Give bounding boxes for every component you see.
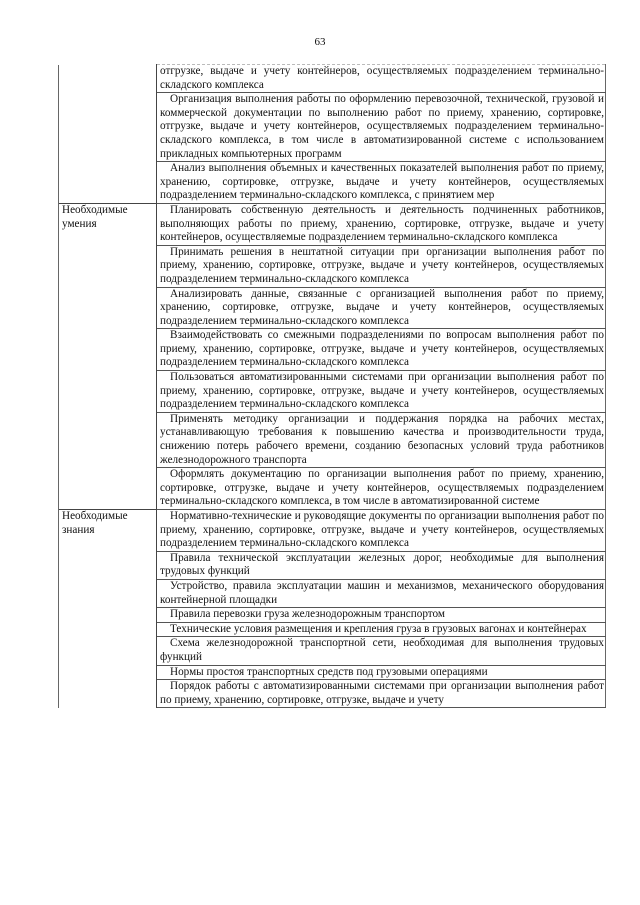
table-row bbox=[59, 65, 606, 93]
section-label: Необходимые знания bbox=[59, 510, 157, 708]
section-item: Устройство, правила эксплуатации машин и механизмов, механического оборудования контейнерной площадки bbox=[157, 579, 606, 607]
section-item: Анализировать данные, связанные с организацией выполнения работ по приему, хранению, сортировке, отгрузке, выдаче и учету контейнеров, осуществляемых подразделением терминально-складского комплекса bbox=[157, 287, 606, 329]
section-item: отгрузке, выдаче и учету контейнеров, осуществляемых подразделением терминально-складского комплекса bbox=[157, 65, 606, 93]
section-item: Планировать собственную деятельность и деятельность подчиненных работников, выполняющих работы по приему, хранению, сортировке, отгрузке, выдаче и учету контейнеров, осуществляемые подразделением терминально-складского комплекса bbox=[157, 203, 606, 245]
section-item: Оформлять документацию по организации выполнения работ по приему, хранению, сортировке, отгрузке, выдаче и учету контейнеров, осуществляемых подразделением терминально-складского комплекса, в том числе в автоматизированной системе bbox=[157, 468, 606, 510]
section-item: Технические условия размещения и крепления груза в грузовых вагонах и контейнерах bbox=[157, 622, 606, 637]
section-item: Организация выполнения работы по оформлению перевозочной, технической, грузовой и коммерческой документации по выполнению работ по приему, хранению, сортировке, отгрузке, выдаче и учету контейнеров, осуществляемых подразделением терминально-складского комплекса, в том числе в автоматизированной системе с использованием прикладных компьютерных программ bbox=[157, 93, 606, 162]
section-item: Порядок работы с автоматизированными системами при организации выполнения работ по приему, хранению, сортировке, отгрузке, выдаче и учету bbox=[157, 680, 606, 708]
section-item: Принимать решения в нештатной ситуации при организации выполнения работ по приему, хранению, сортировке, отгрузке, выдаче и учету контейнеров, осуществляемых подразделением терминально-складского комплекса bbox=[157, 245, 606, 287]
section-item: Пользоваться автоматизированными системами при организации выполнения работ по приему, хранению, сортировке, отгрузке, выдаче и учету контейнеров, осуществляемых подразделением терминально-складского комплекса bbox=[157, 371, 606, 413]
section-item: Схема железнодорожной транспортной сети, необходимая для выполнения трудовых функций bbox=[157, 637, 606, 665]
page-number: 63 bbox=[314, 36, 326, 48]
section-item: Правила перевозки груза железнодорожным транспортом bbox=[157, 608, 606, 623]
section-item: Нормативно-технические и руководящие документы по организации выполнения работ по приему, хранению, сортировке, отгрузке, выдаче и учету контейнеров, осуществляемых подразделением терминально-складского комплекса bbox=[157, 510, 606, 552]
section-item: Анализ выполнения объемных и качественных показателей выполнения работ по приему, хранению, сортировке, отгрузке, выдаче и учету контейнеров, осуществляемых подразделением терминально-складского комплекса, с принятием мер bbox=[157, 162, 606, 204]
table-row bbox=[59, 203, 606, 245]
section-item: Правила технической эксплуатации железных дорог, необходимые для выполнения трудовых функций bbox=[157, 551, 606, 579]
section-item: Нормы простоя транспортных средств под грузовыми операциями bbox=[157, 665, 606, 680]
requirements-table bbox=[58, 64, 606, 708]
section-label: Необходимые умения bbox=[59, 203, 157, 509]
section-label bbox=[59, 65, 157, 204]
table-row bbox=[59, 510, 606, 552]
section-item: Взаимодействовать со смежными подразделениями по вопросам выполнения работ по приему, хранению, сортировке, отгрузке, выдаче и учету контейнеров, осуществляемых подразделением терминально-складского комплекса bbox=[157, 329, 606, 371]
requirements-table-body bbox=[59, 65, 606, 708]
section-item: Применять методику организации и поддержания порядка на рабочих местах, устанавливающую требования к повышению качества и производительности труда, снижению потерь рабочего времени, созданию безопасных условий труда работников железнодорожного транспорта bbox=[157, 412, 606, 467]
